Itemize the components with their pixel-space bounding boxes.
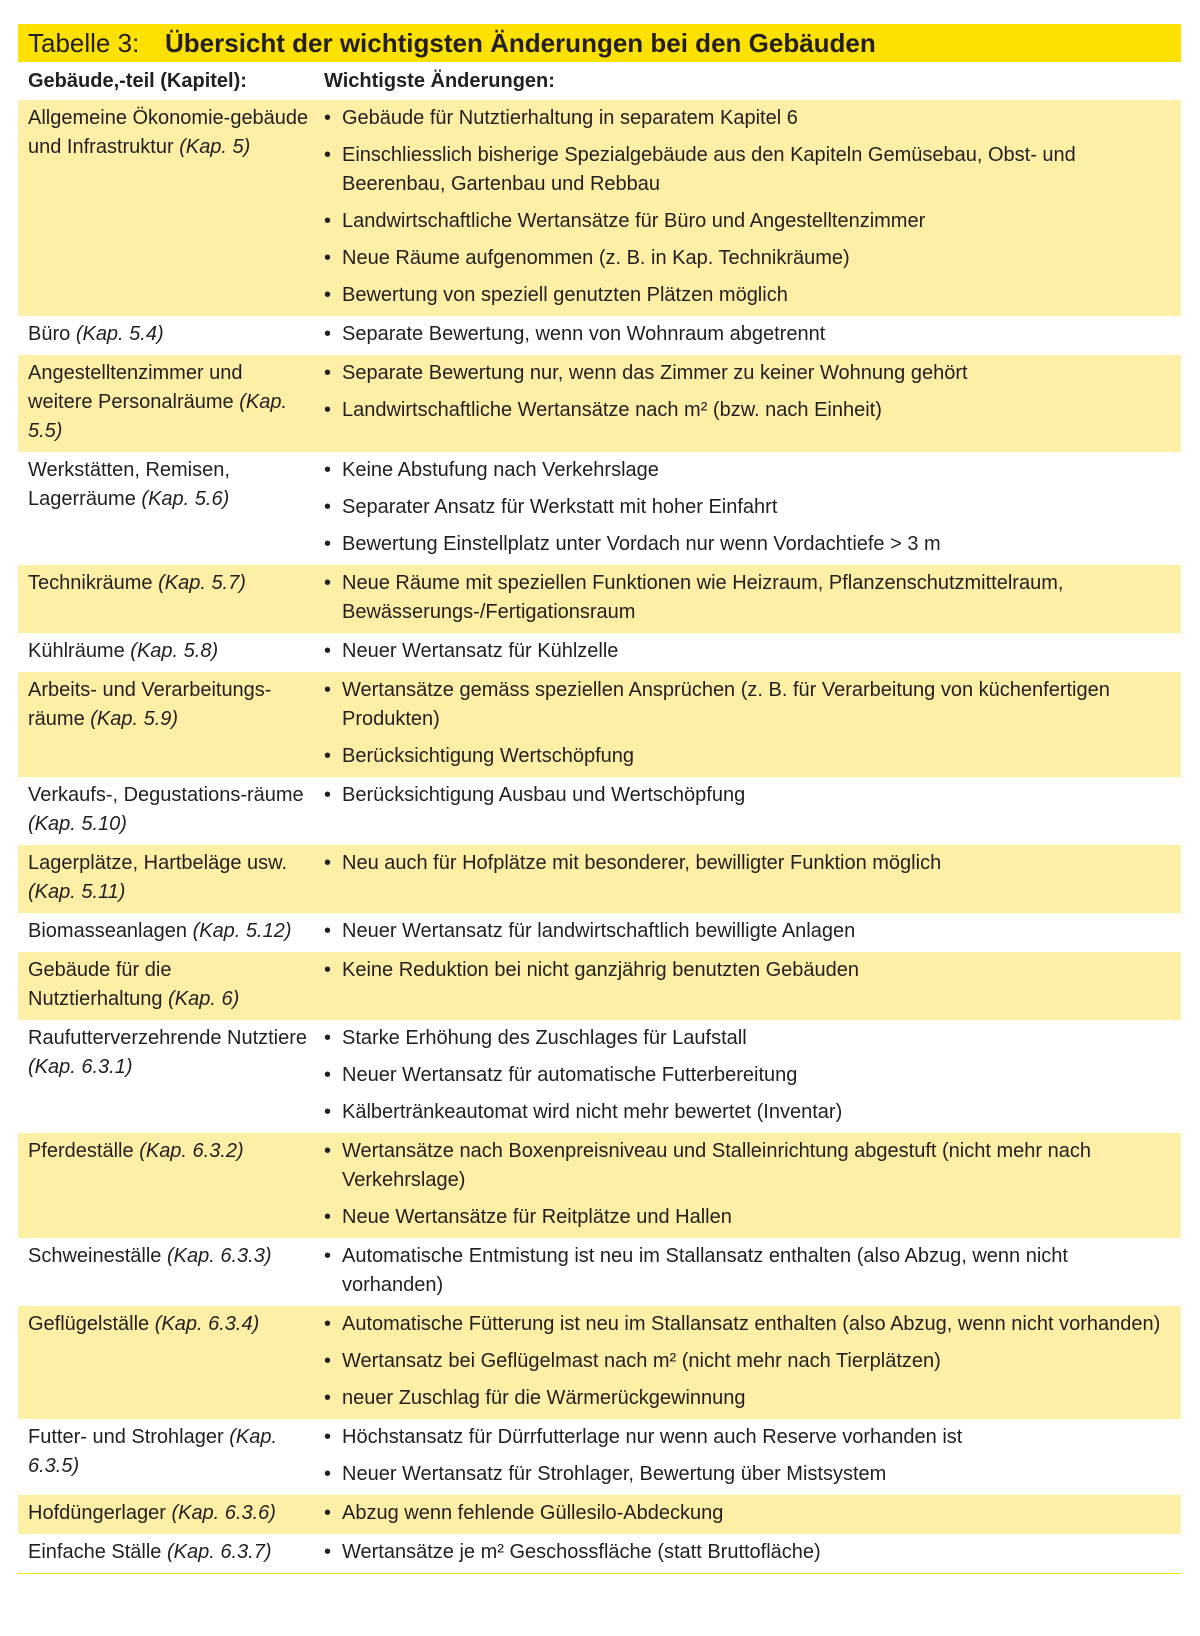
change-text: Wertansatz bei Geflügelmast nach m² (nicht mehr nach Tierplätzen) bbox=[342, 1350, 941, 1372]
building-part-cell bbox=[18, 849, 318, 907]
change-item bbox=[318, 676, 1161, 734]
change-item bbox=[318, 1098, 1161, 1127]
change-text: Starke Erhöhung des Zuschlages für Laufstall bbox=[342, 1027, 747, 1049]
change-text: Gebäude für Nutztierhaltung in separatem Kapitel 6 bbox=[342, 107, 798, 129]
change-text: Wertansätze gemäss speziellen Ansprüchen (z. B. für Verarbeitung von küchenfertigen Produkten) bbox=[342, 679, 1110, 730]
change-item bbox=[318, 1384, 1161, 1413]
bullet-icon: • bbox=[324, 745, 332, 767]
building-part-name: Schweineställe bbox=[28, 1245, 162, 1267]
change-text: Wertansätze nach Boxenpreisniveau und Stalleinrichtung abgestuft (nicht mehr nach Verkehrslage) bbox=[342, 1140, 1091, 1191]
chapter-reference: (Kap. 5.5) bbox=[28, 391, 288, 442]
building-part-cell bbox=[18, 637, 318, 666]
change-item bbox=[318, 104, 1161, 133]
bullet-icon: • bbox=[324, 1027, 332, 1049]
change-text: Keine Abstufung nach Verkehrslage bbox=[342, 459, 659, 481]
bullet-icon: • bbox=[324, 920, 332, 942]
building-part-name: Hofdüngerlager bbox=[28, 1502, 166, 1524]
table-row bbox=[18, 845, 1181, 913]
chapter-reference: (Kap. 6.3.4) bbox=[154, 1313, 260, 1335]
change-text: neuer Zuschlag für die Wärmerückgewinnung bbox=[342, 1387, 746, 1409]
table-header-row bbox=[18, 62, 1181, 100]
bullet-icon: • bbox=[324, 1350, 332, 1372]
bullet-icon: • bbox=[324, 852, 332, 874]
building-part-name: Biomasseanlagen bbox=[28, 920, 187, 942]
change-text: Berücksichtigung Ausbau und Wertschöpfung bbox=[342, 784, 746, 806]
bullet-icon: • bbox=[324, 1541, 332, 1563]
bullet-icon: • bbox=[324, 107, 332, 129]
change-text: Automatische Entmistung ist neu im Stallansatz enthalten (also Abzug, wenn nicht vorhanden) bbox=[342, 1245, 1068, 1296]
bullet-icon: • bbox=[324, 533, 332, 555]
change-item bbox=[318, 1061, 1161, 1090]
bullet-icon: • bbox=[324, 1313, 332, 1335]
change-item bbox=[318, 917, 1161, 946]
table-title: Übersicht der wichtigsten Änderungen bei den Gebäuden bbox=[165, 27, 876, 58]
changes-cell bbox=[318, 676, 1181, 771]
change-text: Einschliesslich bisherige Spezialgebäude aus den Kapiteln Gemüsebau, Obst- und Beerenbau, Gartenbau und Rebbau bbox=[342, 144, 1076, 195]
bullet-icon: • bbox=[324, 459, 332, 481]
bullet-icon: • bbox=[324, 210, 332, 232]
changes-cell bbox=[318, 1538, 1181, 1567]
chapter-reference: (Kap. 5.10) bbox=[28, 813, 127, 835]
chapter-reference: (Kap. 6.3.5) bbox=[28, 1426, 278, 1477]
table-row bbox=[18, 355, 1181, 452]
table-row bbox=[18, 1020, 1181, 1133]
building-part-name: Einfache Ställe bbox=[28, 1541, 162, 1563]
building-part-name: Büro bbox=[28, 323, 71, 345]
chapter-reference: (Kap. 5.7) bbox=[158, 572, 246, 594]
chapter-reference: (Kap. 6.3.2) bbox=[139, 1140, 244, 1162]
changes-cell bbox=[318, 104, 1181, 310]
changes-cell bbox=[318, 637, 1181, 666]
table-title-bar bbox=[18, 24, 1181, 62]
chapter-reference: (Kap. 5.8) bbox=[130, 640, 219, 662]
building-part-cell bbox=[18, 676, 318, 771]
bullet-icon: • bbox=[324, 572, 332, 594]
change-item bbox=[318, 781, 1161, 810]
change-item bbox=[318, 1024, 1161, 1053]
chapter-reference: (Kap. 6.3.3) bbox=[166, 1245, 272, 1267]
change-item bbox=[318, 244, 1161, 273]
change-text: Neu auch für Hofplätze mit besonderer, bewilligter Funktion möglich bbox=[342, 852, 942, 874]
building-part-cell bbox=[18, 1024, 318, 1127]
change-item bbox=[318, 1499, 1161, 1528]
change-text: Bewertung Einstellplatz unter Vordach nur wenn Vordachtiefe > 3 m bbox=[342, 533, 941, 555]
changes-cell bbox=[318, 1024, 1181, 1127]
change-text: Neue Räume mit speziellen Funktionen wie Heizraum, Pflanzenschutzmittelraum, Bewässerungs-/Fertigationsraum bbox=[342, 572, 1064, 623]
table-row bbox=[18, 1534, 1181, 1573]
building-part-cell bbox=[18, 359, 318, 446]
change-text: Wertansätze je m² Geschossfläche (statt Bruttofläche) bbox=[342, 1541, 821, 1563]
bullet-icon: • bbox=[324, 679, 332, 701]
change-text: Landwirtschaftliche Wertansätze nach m² (bzw. nach Einheit) bbox=[342, 399, 882, 421]
building-part-cell bbox=[18, 569, 318, 627]
building-part-name: Futter- und Strohlager bbox=[28, 1426, 224, 1448]
change-item bbox=[318, 1538, 1161, 1567]
chapter-reference: (Kap. 5.11) bbox=[28, 881, 126, 903]
changes-cell bbox=[318, 456, 1181, 559]
table-row bbox=[18, 672, 1181, 777]
changes-cell bbox=[318, 956, 1181, 1014]
table-row bbox=[18, 1419, 1181, 1495]
building-part-name: Gebäude für die Nutztierhaltung bbox=[28, 959, 172, 1010]
change-text: Separate Bewertung nur, wenn das Zimmer zu keiner Wohnung gehört bbox=[342, 362, 968, 384]
chapter-reference: (Kap. 5.6) bbox=[141, 488, 230, 510]
table-row bbox=[18, 952, 1181, 1020]
building-part-name: Geflügelställe bbox=[28, 1313, 150, 1335]
bullet-icon: • bbox=[324, 1064, 332, 1086]
change-item bbox=[318, 141, 1161, 199]
changes-cell bbox=[318, 1310, 1181, 1413]
change-item bbox=[318, 1423, 1161, 1452]
table-row bbox=[18, 316, 1181, 355]
changes-cell bbox=[318, 849, 1181, 907]
change-text: Landwirtschaftliche Wertansätze für Büro und Angestelltenzimmer bbox=[342, 210, 926, 232]
building-part-name: Arbeits- und Verarbeitungs-räume bbox=[28, 679, 272, 730]
building-part-name: Allgemeine Ökonomie-gebäude und Infrastruktur bbox=[28, 107, 309, 158]
table-row bbox=[18, 100, 1181, 316]
bullet-icon: • bbox=[324, 496, 332, 518]
building-part-name: Angestelltenzimmer und weitere Personalräume bbox=[28, 362, 243, 413]
building-part-name: Raufutterverzehrende Nutztiere bbox=[28, 1027, 308, 1049]
change-text: Kälbertränkeautomat wird nicht mehr bewertet (Inventar) bbox=[342, 1101, 843, 1123]
bullet-icon: • bbox=[324, 284, 332, 306]
bullet-icon: • bbox=[324, 1206, 332, 1228]
building-part-cell bbox=[18, 1538, 318, 1567]
bullet-icon: • bbox=[324, 144, 332, 166]
building-part-name: Lagerplätze, Hartbeläge usw. bbox=[28, 852, 288, 874]
change-item bbox=[318, 849, 1161, 878]
table-number: Tabelle 3: bbox=[28, 27, 140, 58]
bullet-icon: • bbox=[324, 247, 332, 269]
change-text: Separate Bewertung, wenn von Wohnraum abgetrennt bbox=[342, 323, 826, 345]
building-part-cell bbox=[18, 320, 318, 349]
building-part-cell bbox=[18, 917, 318, 946]
building-part-cell bbox=[18, 1310, 318, 1413]
bullet-icon: • bbox=[324, 1140, 332, 1162]
table-row bbox=[18, 913, 1181, 952]
changes-cell bbox=[318, 1137, 1181, 1232]
table-row bbox=[18, 1133, 1181, 1238]
table-row bbox=[18, 565, 1181, 633]
changes-cell bbox=[318, 359, 1181, 446]
chapter-reference: (Kap. 5) bbox=[179, 136, 251, 158]
table-body bbox=[18, 100, 1181, 1574]
change-text: Keine Reduktion bei nicht ganzjährig benutzten Gebäuden bbox=[342, 959, 860, 981]
table-container bbox=[18, 24, 1181, 1574]
bullet-icon: • bbox=[324, 399, 332, 421]
table-row bbox=[18, 777, 1181, 845]
bullet-icon: • bbox=[324, 1245, 332, 1267]
changes-cell bbox=[318, 320, 1181, 349]
change-item bbox=[318, 359, 1161, 388]
change-item bbox=[318, 742, 1161, 771]
changes-cell bbox=[318, 1242, 1181, 1300]
changes-cell bbox=[318, 1423, 1181, 1489]
change-item bbox=[318, 569, 1161, 627]
building-part-cell bbox=[18, 1499, 318, 1528]
change-item bbox=[318, 1203, 1161, 1232]
chapter-reference: (Kap. 6.3.1) bbox=[28, 1056, 133, 1078]
change-item bbox=[318, 396, 1161, 425]
chapter-reference: (Kap. 5.12) bbox=[192, 920, 292, 942]
change-item bbox=[318, 530, 1161, 559]
change-item bbox=[318, 493, 1161, 522]
bullet-icon: • bbox=[324, 1101, 332, 1123]
bullet-icon: • bbox=[324, 959, 332, 981]
change-text: Bewertung von speziell genutzten Plätzen möglich bbox=[342, 284, 788, 306]
bullet-icon: • bbox=[324, 323, 332, 345]
table-row bbox=[18, 633, 1181, 672]
changes-cell bbox=[318, 917, 1181, 946]
building-part-cell bbox=[18, 781, 318, 839]
table-row bbox=[18, 1306, 1181, 1419]
change-item bbox=[318, 956, 1161, 985]
building-part-name: Pferdeställe bbox=[28, 1140, 134, 1162]
building-part-cell bbox=[18, 456, 318, 559]
change-item bbox=[318, 637, 1161, 666]
chapter-reference: (Kap. 6) bbox=[168, 988, 240, 1010]
column-header-building: Gebäude,-teil (Kapitel): bbox=[28, 69, 247, 92]
chapter-reference: (Kap. 6.3.7) bbox=[166, 1541, 272, 1563]
bullet-icon: • bbox=[324, 1387, 332, 1409]
change-text: Neuer Wertansatz für landwirtschaftlich bewilligte Anlagen bbox=[342, 920, 856, 942]
bullet-icon: • bbox=[324, 640, 332, 662]
chapter-reference: (Kap. 6.3.6) bbox=[171, 1502, 276, 1524]
change-item bbox=[318, 1310, 1161, 1339]
change-text: Neuer Wertansatz für Kühlzelle bbox=[342, 640, 619, 662]
chapter-reference: (Kap. 5.4) bbox=[75, 323, 164, 345]
building-part-name: Technikräume bbox=[28, 572, 153, 594]
building-part-cell bbox=[18, 104, 318, 310]
change-text: Höchstansatz für Dürrfutterlage nur wenn auch Reserve vorhanden ist bbox=[342, 1426, 963, 1448]
bullet-icon: • bbox=[324, 1502, 332, 1524]
building-part-name: Werkstätten, Remisen, Lagerräume bbox=[28, 459, 230, 510]
change-item bbox=[318, 456, 1161, 485]
change-text: Neuer Wertansatz für automatische Futterbereitung bbox=[342, 1064, 798, 1086]
change-item bbox=[318, 281, 1161, 310]
table-row bbox=[18, 452, 1181, 565]
changes-cell bbox=[318, 781, 1181, 839]
building-part-cell bbox=[18, 1423, 318, 1489]
change-item bbox=[318, 1242, 1161, 1300]
change-text: Berücksichtigung Wertschöpfung bbox=[342, 745, 635, 767]
change-item bbox=[318, 207, 1161, 236]
bullet-icon: • bbox=[324, 1463, 332, 1485]
building-part-name: Kühlräume bbox=[28, 640, 125, 662]
table-row bbox=[18, 1238, 1181, 1306]
building-part-cell bbox=[18, 956, 318, 1014]
change-item bbox=[318, 1137, 1161, 1195]
building-part-name: Verkaufs-, Degustations-räume bbox=[28, 784, 304, 806]
change-text: Neue Räume aufgenommen (z. B. in Kap. Technikräume) bbox=[342, 247, 850, 269]
bullet-icon: • bbox=[324, 1426, 332, 1448]
table-row bbox=[18, 1495, 1181, 1534]
chapter-reference: (Kap. 5.9) bbox=[90, 708, 179, 730]
changes-cell bbox=[318, 1499, 1181, 1528]
bullet-icon: • bbox=[324, 362, 332, 384]
column-header-changes: Wichtigste Änderungen: bbox=[324, 69, 555, 92]
change-item bbox=[318, 320, 1161, 349]
change-item bbox=[318, 1347, 1161, 1376]
change-text: Automatische Fütterung ist neu im Stallansatz enthalten (also Abzug, wenn nicht vorhanden) bbox=[342, 1313, 1161, 1335]
change-text: Neuer Wertansatz für Strohlager, Bewertung über Mistsystem bbox=[342, 1463, 887, 1485]
change-text: Neue Wertansätze für Reitplätze und Hallen bbox=[342, 1206, 732, 1228]
change-text: Abzug wenn fehlende Güllesilo-Abdeckung bbox=[342, 1502, 724, 1524]
building-part-cell bbox=[18, 1137, 318, 1232]
change-text: Separater Ansatz für Werkstatt mit hoher Einfahrt bbox=[342, 496, 778, 518]
change-item bbox=[318, 1460, 1161, 1489]
building-part-cell bbox=[18, 1242, 318, 1300]
changes-cell bbox=[318, 569, 1181, 627]
bullet-icon: • bbox=[324, 784, 332, 806]
